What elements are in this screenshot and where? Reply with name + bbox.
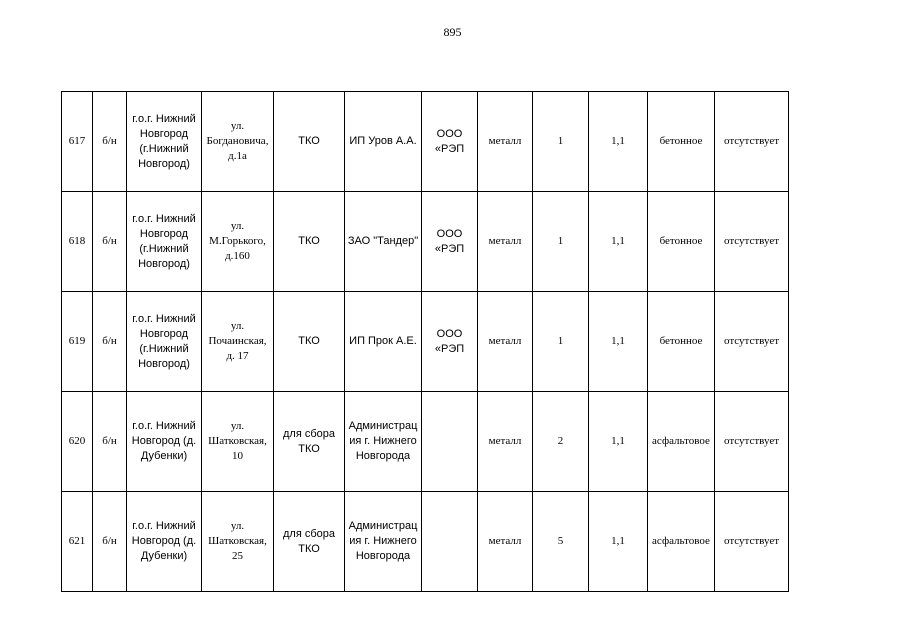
cell-count (533, 292, 589, 392)
cell-number-text: 620 (68, 435, 86, 447)
registry-table (61, 91, 789, 592)
cell-fence (715, 292, 789, 392)
cell-count-text: 5 (557, 535, 564, 547)
cell-locality-text: г.о.г. Нижний Новгород (д. Дубенки) (131, 520, 197, 562)
cell-count-text: 1 (557, 235, 564, 247)
cell-volume (589, 192, 648, 292)
cell-address (202, 92, 274, 192)
cell-volume-text: 1,1 (611, 535, 625, 547)
table-row (62, 92, 789, 192)
cell-owner (345, 392, 422, 492)
cell-count (533, 492, 589, 592)
cell-organization-text: ООО «РЭП (434, 327, 465, 355)
cell-surface (648, 392, 715, 492)
cell-surface (648, 192, 715, 292)
cell-owner (345, 492, 422, 592)
cell-count (533, 92, 589, 192)
table-row (62, 192, 789, 292)
cell-waste-type (274, 192, 345, 292)
cell-locality-text: г.о.г. Нижний Новгород (г.Нижний Новгород) (132, 112, 196, 170)
cell-address-text: ул. Богдановича, д.1а (206, 120, 269, 162)
cell-bn (93, 192, 127, 292)
cell-organization-text: ООО «РЭП (434, 227, 465, 255)
cell-locality (127, 292, 202, 392)
cell-organization (422, 92, 478, 192)
cell-volume (589, 492, 648, 592)
cell-waste-type-text: ТКО (298, 335, 320, 347)
cell-locality (127, 492, 202, 592)
cell-bn (93, 292, 127, 392)
cell-count-text: 1 (557, 135, 564, 147)
cell-surface-text: бетонное (659, 135, 703, 147)
cell-fence (715, 392, 789, 492)
cell-owner (345, 292, 422, 392)
cell-volume-text: 1,1 (611, 335, 625, 347)
cell-count-text: 2 (557, 435, 564, 447)
cell-waste-type-text: для сбора ТКО (282, 427, 335, 455)
cell-surface-text: асфальтовое (652, 535, 710, 547)
cell-surface (648, 492, 715, 592)
cell-organization-text: ООО «РЭП (434, 127, 465, 155)
cell-count (533, 192, 589, 292)
page-number: 895 (443, 25, 462, 39)
cell-bn (93, 392, 127, 492)
cell-material (478, 392, 533, 492)
cell-locality-text: г.о.г. Нижний Новгород (г.Нижний Новгород) (132, 212, 196, 270)
cell-bn-text: б/н (102, 435, 117, 447)
table-row (62, 292, 789, 392)
cell-fence-text: отсутствует (723, 335, 780, 347)
cell-material-text: металл (488, 335, 522, 347)
cell-surface-text: бетонное (659, 335, 703, 347)
cell-address (202, 292, 274, 392)
cell-surface (648, 292, 715, 392)
cell-locality (127, 392, 202, 492)
cell-locality-text: г.о.г. Нижний Новгород (д. Дубенки) (131, 420, 197, 462)
cell-material-text: металл (488, 135, 522, 147)
cell-waste-type (274, 392, 345, 492)
cell-organization (422, 492, 478, 592)
cell-address-text: ул. Почаинская, д. 17 (208, 320, 267, 362)
cell-owner (345, 192, 422, 292)
cell-volume (589, 292, 648, 392)
cell-waste-type-text: ТКО (298, 235, 320, 247)
cell-count-text: 1 (557, 335, 564, 347)
cell-owner-text: Администрац ия г. Нижнего Новгорода (348, 420, 418, 462)
cell-number-text: 617 (68, 135, 86, 147)
cell-owner-text: ИП Уров А.А. (349, 135, 417, 147)
table-row (62, 492, 789, 592)
cell-volume-text: 1,1 (611, 235, 625, 247)
cell-address-text: ул. М.Горького, д.160 (209, 220, 266, 262)
cell-surface-text: бетонное (659, 235, 703, 247)
cell-material-text: металл (488, 235, 522, 247)
cell-fence-text: отсутствует (723, 235, 780, 247)
cell-number-text: 619 (68, 335, 86, 347)
cell-address (202, 492, 274, 592)
cell-surface (648, 92, 715, 192)
cell-locality (127, 192, 202, 292)
cell-bn (93, 92, 127, 192)
cell-material (478, 192, 533, 292)
cell-owner-text: ИП Прок А.Е. (349, 335, 417, 347)
cell-volume (589, 92, 648, 192)
cell-owner-text: ЗАО "Тандер" (347, 235, 419, 247)
table-row (62, 392, 789, 492)
cell-bn-text: б/н (102, 535, 117, 547)
cell-address (202, 392, 274, 492)
cell-number-text: 621 (68, 535, 86, 547)
cell-waste-type (274, 92, 345, 192)
cell-organization (422, 392, 478, 492)
cell-volume-text: 1,1 (611, 435, 625, 447)
cell-fence (715, 192, 789, 292)
cell-waste-type-text: ТКО (298, 135, 320, 147)
cell-number (62, 92, 93, 192)
cell-fence-text: отсутствует (723, 435, 780, 447)
cell-fence-text: отсутствует (723, 135, 780, 147)
cell-number (62, 192, 93, 292)
cell-volume (589, 392, 648, 492)
cell-address (202, 192, 274, 292)
cell-count (533, 392, 589, 492)
cell-material-text: металл (488, 535, 522, 547)
cell-waste-type-text: для сбора ТКО (282, 527, 335, 555)
cell-number (62, 492, 93, 592)
cell-fence (715, 492, 789, 592)
cell-address-text: ул. Шатковская, 10 (208, 420, 267, 462)
cell-number-text: 618 (68, 235, 86, 247)
cell-organization (422, 292, 478, 392)
cell-organization (422, 192, 478, 292)
cell-owner-text: Администрац ия г. Нижнего Новгорода (348, 520, 418, 562)
cell-material (478, 92, 533, 192)
cell-bn (93, 492, 127, 592)
cell-number (62, 292, 93, 392)
cell-locality-text: г.о.г. Нижний Новгород (г.Нижний Новгород) (132, 312, 196, 370)
cell-locality (127, 92, 202, 192)
cell-address-text: ул. Шатковская, 25 (208, 520, 267, 562)
cell-volume-text: 1,1 (611, 135, 625, 147)
cell-waste-type (274, 292, 345, 392)
cell-bn-text: б/н (102, 335, 117, 347)
cell-bn-text: б/н (102, 135, 117, 147)
cell-material (478, 492, 533, 592)
cell-material-text: металл (488, 435, 522, 447)
cell-waste-type (274, 492, 345, 592)
cell-fence (715, 92, 789, 192)
cell-bn-text: б/н (102, 235, 117, 247)
cell-fence-text: отсутствует (723, 535, 780, 547)
cell-owner (345, 92, 422, 192)
cell-material (478, 292, 533, 392)
cell-surface-text: асфальтовое (652, 435, 710, 447)
cell-number (62, 392, 93, 492)
